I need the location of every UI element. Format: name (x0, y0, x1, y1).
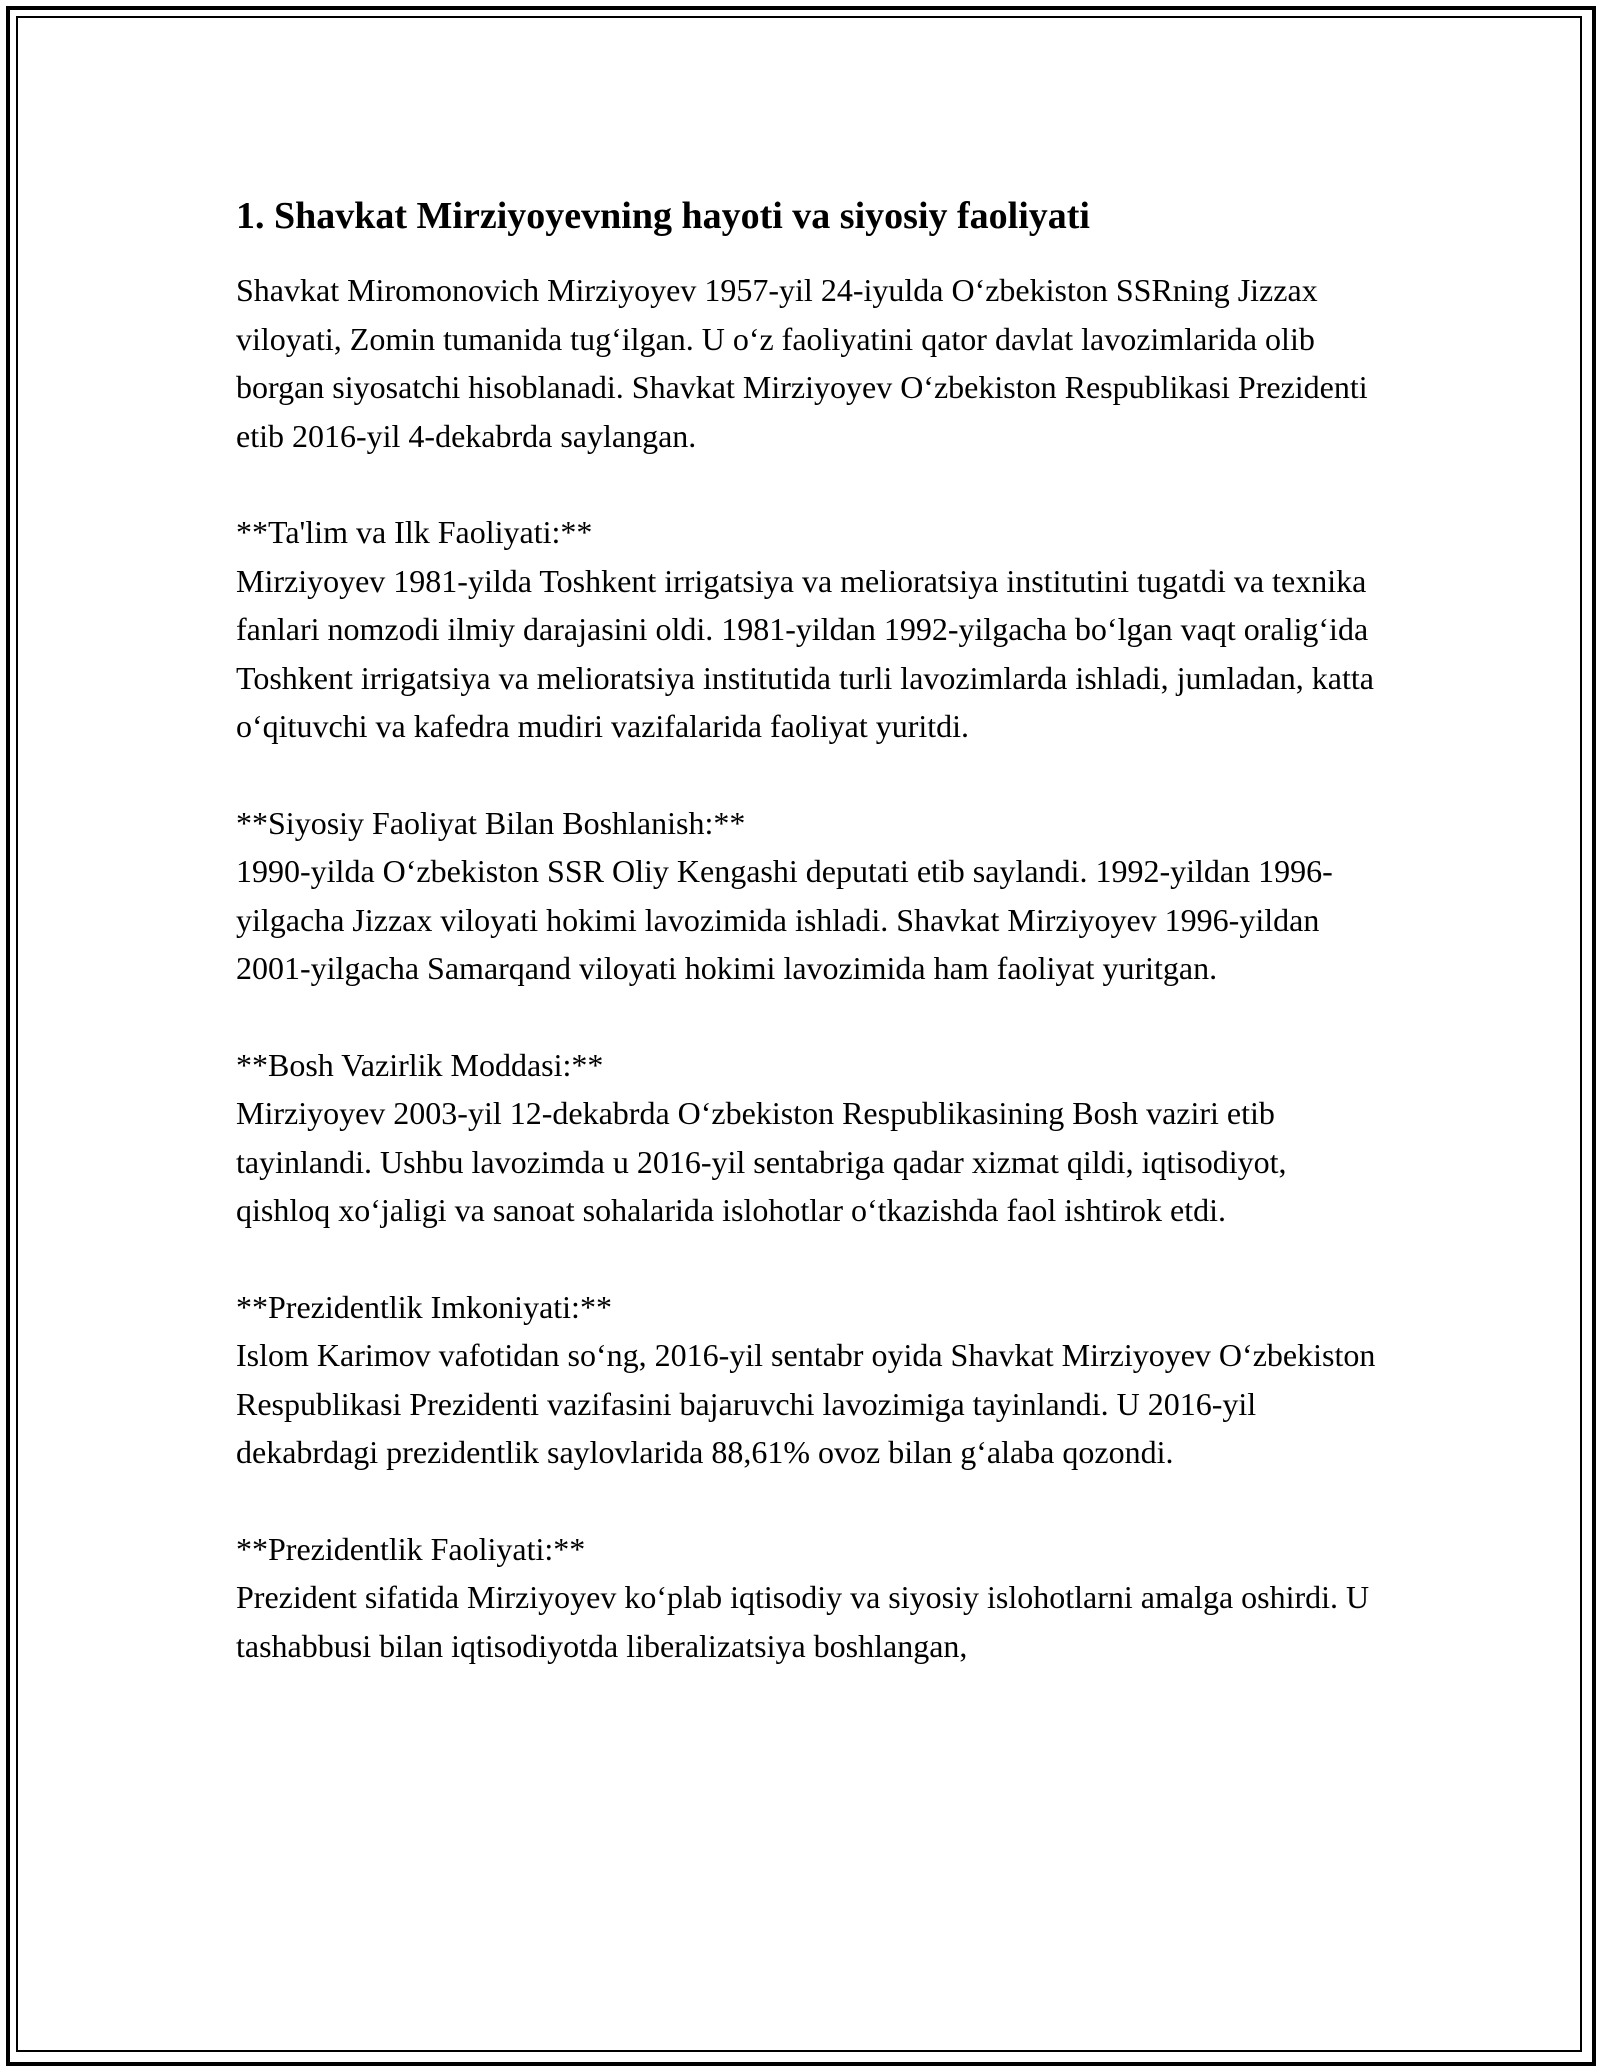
section-heading: **Prezidentlik Imkoniyati:** (236, 1288, 612, 1325)
section-education (236, 508, 1376, 751)
document-title: 1. Shavkat Mirziyoyevning hayoti va siyosiy faoliyati (236, 195, 1090, 237)
section-paragraph: 1990-yilda O‘zbekiston SSR Oliy Kengashi deputati etib saylandi. 1992-yildan 1996-yilgacha Jizzax viloyati hokimi lavozimida ishladi. Shavkat Mirziyoyev 1996-yildan 2001-yilgacha Samarqand viloyati hokimi lavozimida ham faoliyat yuritgan. (236, 853, 1333, 986)
section-political-start (236, 799, 1376, 993)
section-heading: **Siyosiy Faoliyat Bilan Boshlanish:** (236, 804, 746, 841)
intro-paragraph: Shavkat Miromonovich Mirziyoyev 1957-yil 24-iyulda O‘zbekiston SSRning Jizzax viloyati, Zomin tumanida tug‘ilgan. U o‘z faoliyatini qator davlat lavozimlarida olib borgan siyosatchi hisoblanadi. Shavkat Mirziyoyev O‘zbekiston Respublikasi Prezidenti etib 2016-yil 4-dekabrda saylangan. (236, 272, 1368, 454)
section-presidency-opportunity (236, 1283, 1376, 1477)
section-heading: **Bosh Vazirlik Moddasi:** (236, 1046, 604, 1083)
section-prime-minister (236, 1041, 1376, 1235)
section-heading: **Prezidentlik Faoliyati:** (236, 1530, 586, 1567)
section-heading: **Ta'lim va Ilk Faoliyati:** (236, 514, 593, 550)
document-body (236, 188, 1376, 1670)
section-paragraph: Islom Karimov vafotidan so‘ng, 2016-yil sentabr oyida Shavkat Mirziyoyev O‘zbekiston Respublikasi Prezidenti vazifasini bajaruvchi lavozimiga tayinlandi. U 2016-yil dekabrdagi prezidentlik saylovlarida 88,61% ovoz bilan g‘alaba qozondi. (236, 1337, 1376, 1470)
section-presidency-activity (236, 1525, 1376, 1671)
section-paragraph: Mirziyoyev 2003-yil 12-dekabrda O‘zbekiston Respublikasining Bosh vaziri etib tayinlandi. Ushbu lavozimda u 2016-yil sentabriga qadar xizmat qildi, iqtisodiyot, qishloq xo‘jaligi va sanoat sohalarida islohotlar o‘tkazishda faol ishtirok etdi. (236, 1095, 1287, 1228)
section-paragraph: Mirziyoyev 1981-yilda Toshkent irrigatsiya va melioratsiya institutini tugatdi va texnika fanlari nomzodi ilmiy darajasini oldi. 1981-yildan 1992-yilgacha bo‘lgan vaqt oralig‘ida Toshkent irrigatsiya va melioratsiya institutida turli lavozimlarda ishladi, jumladan, katta o‘qituvchi va kafedra mudiri vazifalarida faoliyat yuritdi. (236, 562, 1374, 744)
section-paragraph: Prezident sifatida Mirziyoyev ko‘plab iqtisodiy va siyosiy islohotlarni amalga oshirdi. U tashabbusi bilan iqtisodiyotda liberalizatsiya boshlangan, (236, 1579, 1370, 1664)
